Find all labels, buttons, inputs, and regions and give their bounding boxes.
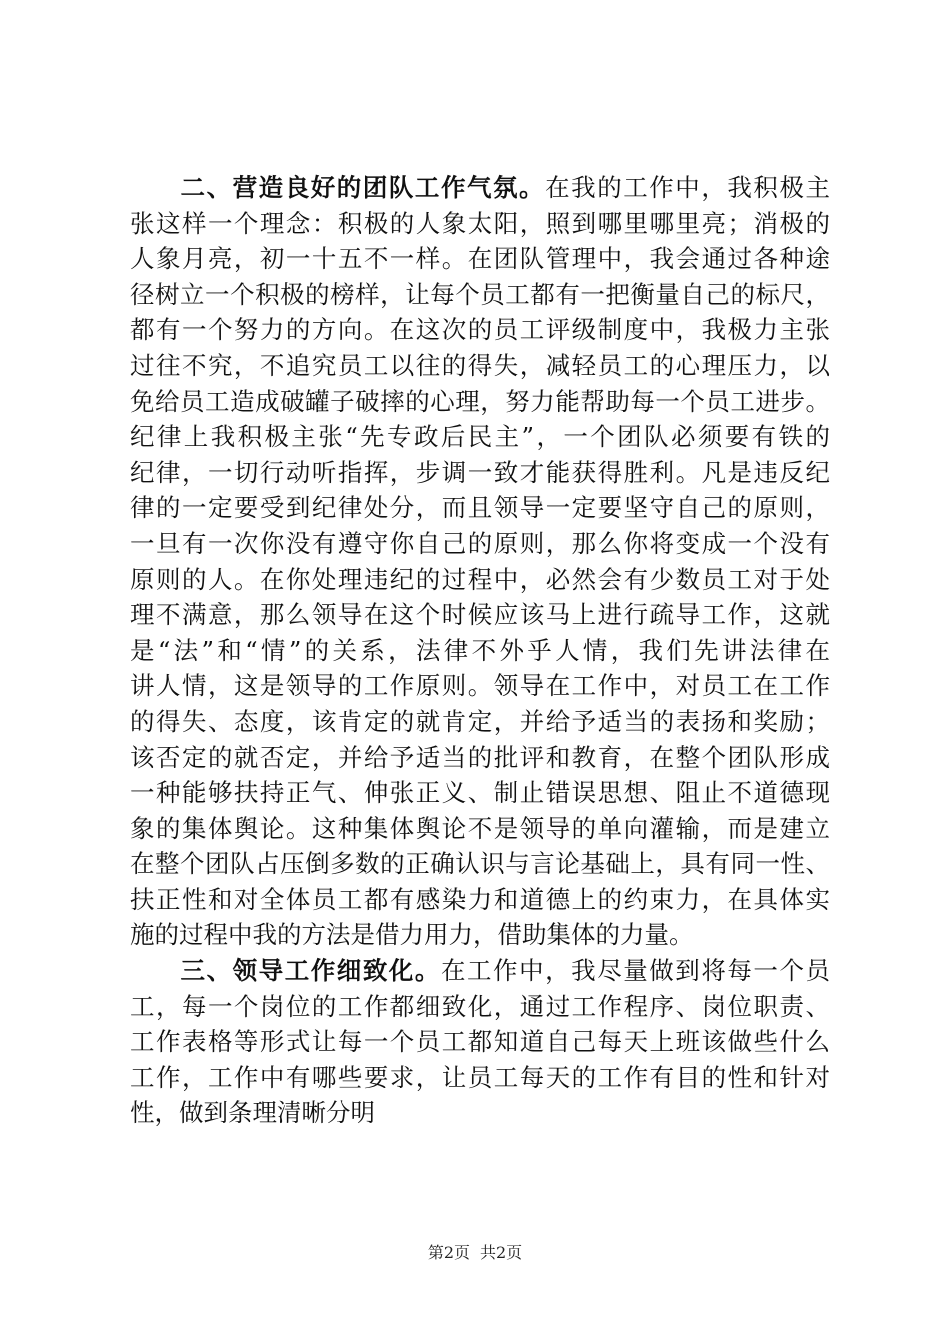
paragraph-line: 免给员工造成破罐子破摔的心理，努力能帮助每一个员工进步。 bbox=[130, 386, 830, 416]
paragraph-line: 该否定的就否定，并给予适当的批评和教育，在整个团队形成 bbox=[130, 742, 830, 772]
paragraph-line: 是“法”和“情”的关系，法律不外乎人情，我们先讲法律在 bbox=[130, 635, 830, 665]
paragraph-line: 性，做到条理清晰分明 bbox=[130, 1098, 375, 1128]
paragraph-line: 张这样一个理念：积极的人象太阳，照到哪里哪里亮；消极的 bbox=[130, 208, 830, 238]
paragraph-text: 在工作中，我尽量做到将每一个员 bbox=[440, 956, 831, 986]
paragraph-line: 讲人情，这是领导的工作原则。领导在工作中，对员工在工作 bbox=[130, 671, 830, 701]
paragraph-line: 的得失、态度，该肯定的就肯定，并给予适当的表扬和奖励； bbox=[130, 706, 830, 736]
paragraph-line: 纪律上我积极主张“先专政后民主”，一个团队必须要有铁的 bbox=[130, 422, 830, 452]
paragraph-line bbox=[130, 953, 830, 989]
paragraph-line: 一种能够扶持正气、伸张正义、制止错误思想、阻止不道德现 bbox=[130, 778, 830, 808]
paragraph-text: 在我的工作中，我积极主 bbox=[545, 173, 831, 202]
paragraph-line: 律的一定要受到纪律处分，而且领导一定要坚守自己的原则， bbox=[130, 493, 830, 523]
paragraph-line: 理不满意，那么领导在这个时候应该马上进行疏导工作，这就 bbox=[130, 600, 830, 630]
paragraph-line: 工作表格等形式让每一个员工都知道自己每天上班该做些什么 bbox=[130, 1027, 830, 1057]
section-heading: 二、营造良好的团队工作气氛。 bbox=[179, 173, 546, 202]
paragraph-line: 过往不究，不追究员工以往的得失，减轻员工的心理压力，以 bbox=[130, 350, 830, 380]
paragraph-line: 施的过程中我的方法是借力用力，借助集体的力量。 bbox=[130, 920, 694, 950]
paragraph-line: 纪律，一切行动听指挥，步调一致才能获得胜利。凡是违反纪 bbox=[130, 457, 830, 487]
section-heading: 三、领导工作细致化。 bbox=[179, 956, 441, 986]
page-footer bbox=[0, 1243, 950, 1263]
paragraph-line: 工，每一个岗位的工作都细致化，通过工作程序、岗位职责、 bbox=[130, 991, 830, 1021]
paragraph-line: 人象月亮，初一十五不一样。在团队管理中，我会通过各种途 bbox=[130, 244, 830, 274]
paragraph-line: 工作，工作中有哪些要求，让员工每天的工作有目的性和针对 bbox=[130, 1062, 830, 1092]
paragraph-line: 象的集体舆论。这种集体舆论不是领导的单向灌输，而是建立 bbox=[130, 813, 830, 843]
paragraph-line bbox=[130, 170, 830, 206]
page-total: 共2页 bbox=[480, 1243, 523, 1262]
paragraph-line: 原则的人。在你处理违纪的过程中，必然会有少数员工对于处 bbox=[130, 564, 830, 594]
document-body bbox=[130, 170, 830, 1131]
paragraph-line: 一旦有一次你没有遵守你自己的原则，那么你将变成一个没有 bbox=[130, 528, 830, 558]
paragraph-line: 径树立一个积极的榜样，让每个员工都有一把衡量自己的标尺， bbox=[130, 279, 830, 309]
paragraph-line: 扶正性和对全体员工都有感染力和道德上的约束力，在具体实 bbox=[130, 884, 830, 914]
paragraph-line: 在整个团队占压倒多数的正确认识与言论基础上，具有同一性、 bbox=[130, 849, 830, 879]
paragraph-line: 都有一个努力的方向。在这次的员工评级制度中，我极力主张 bbox=[130, 315, 830, 345]
page-number: 第2页 bbox=[427, 1243, 470, 1262]
